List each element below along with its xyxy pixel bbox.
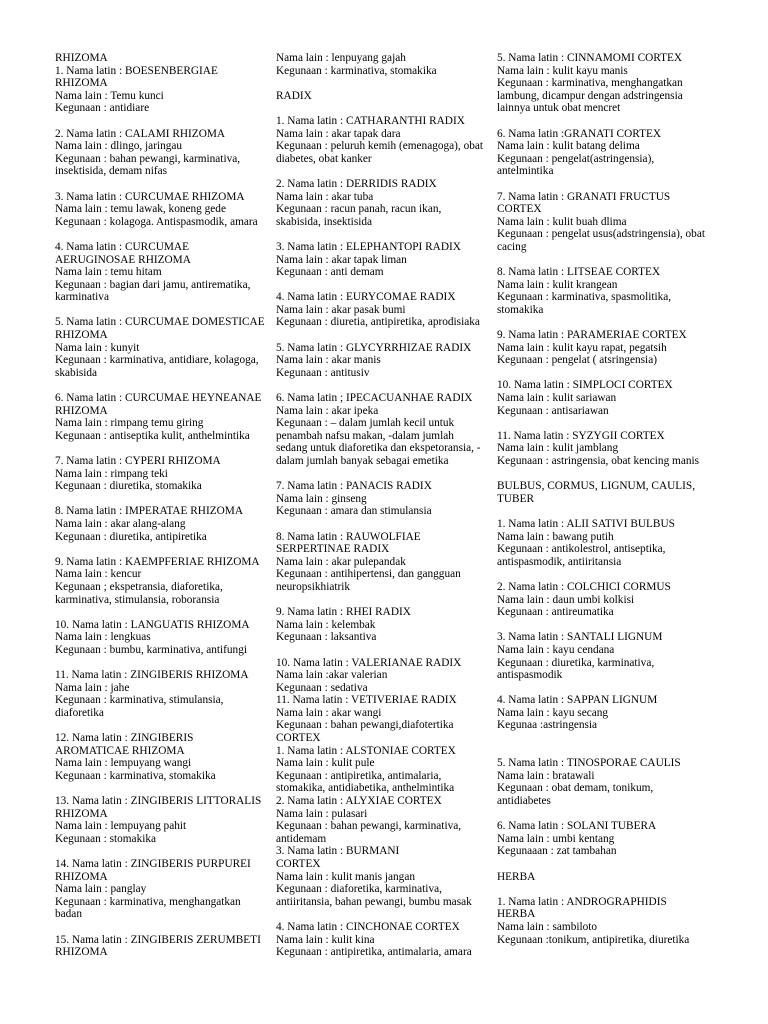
section-heading: BULBUS, CORMUS, LIGNUM, CAULIS, — [497, 480, 696, 493]
text-line: neuropsikhiatrik — [276, 580, 351, 593]
blank-line — [55, 657, 270, 670]
latin-name-line: 7. Nama latin : CYPERI RHIZOMA — [55, 455, 221, 467]
usage-line: Kegunaan : bagian dari jamu, antirematika, — [55, 278, 251, 291]
latin-name-line: 5. Nama latin : CURCUMAE DOMESTICAE — [55, 316, 265, 329]
blank-line — [55, 379, 270, 392]
latin-name-line: 6. Nama latin : CURCUMAE HEYNEANAE — [55, 392, 262, 405]
common-name-line: Nama lain : kencur — [55, 568, 142, 581]
common-name-line: Nama lain : lempuyang pahit — [55, 820, 187, 833]
latin-name-line: 4. Nama latin : CINCHONAE CORTEX — [276, 920, 460, 933]
blank-line — [55, 228, 270, 241]
latin-name-line: 6. Nama latin ; IPECACUANHAE RADIX — [276, 392, 473, 405]
usage-line: Kegunaan : antisariawan — [497, 404, 609, 417]
usage-line: Kegunaan : antipiretika, antimalaria, amara — [276, 946, 472, 959]
blank-line — [276, 908, 492, 921]
section-heading: CORTEX — [276, 858, 321, 870]
latin-name-line: 11. Nama latin : SYZYGII CORTEX — [497, 429, 665, 442]
common-name-line: Nama lain : akar wangi — [276, 706, 382, 719]
section-heading: RHIZOMA — [55, 77, 108, 90]
usage-line: Kegunaan : karminativa, antidiare, kolagoga, — [55, 354, 259, 367]
blank-line — [55, 606, 270, 619]
latin-name-line: 14. Nama latin : ZINGIBERIS PURPUREI — [55, 858, 251, 870]
common-name-line: Nama lain : panglay — [55, 883, 147, 896]
text-line: badan — [55, 908, 82, 921]
latin-name-line: 1. Nama latin : ALSTONIAE CORTEX — [276, 744, 456, 757]
usage-line: Kegunaan ; ekspetransia, diaforetika, — [55, 580, 223, 593]
usage-line: Kegunaan : karminativa, stomakika — [276, 64, 437, 77]
common-name-line: Nama lain : kulit pule — [276, 757, 375, 770]
common-name-line: Nama lain : akar tapak liman — [276, 253, 407, 266]
common-name-line: Nama lain : rimpang temu giring — [55, 417, 204, 430]
blank-line — [55, 782, 270, 795]
text-column-2 — [276, 52, 492, 959]
blank-line — [55, 845, 270, 858]
blank-line — [276, 379, 492, 392]
latin-name-line: 6. Nama latin :GRANATI CORTEX — [497, 127, 662, 140]
latin-name-line: 4. Nama latin : CURCUMAE — [55, 240, 189, 253]
common-name-line: Nama lain : temu lawak, koneng gede — [55, 203, 226, 216]
text-line: dalam jumlah banyak sebagai emetika — [276, 455, 449, 467]
blank-line — [276, 329, 492, 342]
text-line: penambah nafsu makan, -dalam jumlah — [276, 429, 454, 442]
blank-line — [497, 417, 719, 430]
section-heading: AERUGINOSAE RHIZOMA — [55, 253, 191, 266]
common-name-line: Nama lain : temu hitam — [55, 266, 162, 279]
blank-line — [497, 745, 719, 758]
common-name-line: Nama lain : akar ipeka — [276, 404, 379, 417]
usage-line: Kegunaan : karminativa, menghangatkan — [55, 895, 241, 908]
latin-name-line: 3. Nama latin : BURMANI — [276, 845, 400, 858]
usage-line: Kegunaan : – dalam jumlah kecil untuk — [276, 417, 455, 430]
text-line: lambung, dicampur dengan adstringensia — [497, 89, 683, 102]
latin-name-line: 3. Nama latin : ELEPHANTOPI RADIX — [276, 240, 461, 253]
blank-line — [497, 732, 719, 745]
usage-line: Kegunaan : pengelat ( atsringensia) — [497, 354, 657, 367]
common-name-line: Nama lain : kulit krangean — [497, 278, 618, 291]
usage-line: Kegunaan : antipiretika, antimalaria, — [276, 769, 442, 782]
latin-name-line: 6. Nama latin : SOLANI TUBERA — [497, 820, 657, 833]
usage-line: Kegunaan : diuretika, antipiretika — [55, 530, 207, 543]
blank-line — [55, 115, 270, 128]
blank-line — [497, 316, 719, 329]
common-name-line: Nama lain : umbi kentang — [497, 832, 615, 845]
blank-line — [497, 367, 719, 380]
blank-line — [55, 719, 270, 732]
blank-line — [497, 254, 719, 267]
section-heading: RHIZOMA — [55, 946, 108, 959]
text-line: insektisida, demam nifas — [55, 165, 168, 178]
text-line: antidemam — [276, 832, 327, 845]
common-name-line: Nama lain : jahe — [55, 681, 130, 694]
latin-name-line: 1. Nama latin : CATHARANTHI RADIX — [276, 114, 465, 127]
common-name-line: Nama lain : lengkuas — [55, 631, 151, 644]
usage-line: Kegunaan : obat demam, tonikum, — [497, 782, 654, 795]
latin-name-line: 11. Nama latin : ZINGIBERIS RHIZOMA — [55, 669, 249, 682]
latin-name-line: 10. Nama latin : SIMPLOCI CORTEX — [497, 379, 673, 392]
blank-line — [276, 279, 492, 292]
usage-line: Kegunaan : kolagoga. Antispasmodik, amara — [55, 215, 258, 228]
usage-line: Kegunaan : karminativa, stimulansia, — [55, 694, 224, 707]
latin-name-line: 10. Nama latin : VALERIANAE RADIX — [276, 656, 462, 669]
latin-name-line: 7. Nama latin : PANACIS RADIX — [276, 480, 432, 493]
common-name-line: Nama lain : bawang putih — [497, 530, 614, 543]
text-line: diaforetika — [55, 706, 104, 719]
latin-name-line: 4. Nama latin : SAPPAN LIGNUM — [497, 694, 658, 707]
section-heading: RADIX — [276, 89, 312, 102]
blank-line — [276, 644, 492, 657]
latin-name-line: 1. Nama latin : ANDROGRAPHIDIS — [497, 895, 667, 908]
latin-name-line: 8. Nama latin : RAUWOLFIAE — [276, 530, 421, 543]
common-name-line: Nama lain : Temu kunci — [55, 89, 164, 102]
text-line: diabetes, obat kanker — [276, 152, 372, 165]
text-column-1 — [55, 52, 270, 959]
usage-line: Kegunaan : sedativa — [276, 681, 368, 694]
common-name-line: Nama lain : lempuyang wangi — [55, 757, 192, 770]
common-name-line: Nama lain : kulit batang delima — [497, 140, 640, 153]
blank-line — [497, 505, 719, 518]
usage-line: Kegunaan :tonikum, antipiretika, diuretika — [497, 933, 690, 946]
section-heading: SERPERTINAE RADIX — [276, 543, 390, 556]
text-line: lainnya untuk obat mencret — [497, 102, 621, 115]
text-line: karminativa, stimulansia, roboransia — [55, 593, 220, 606]
latin-name-line: 8. Nama latin : IMPERATAE RHIZOMA — [55, 505, 243, 518]
usage-line: Kegunaan : peluruh kemih (emenagoga), obat — [276, 140, 484, 153]
common-name-line: Nama lain : kulit kina — [276, 933, 375, 946]
section-heading: HERBA — [497, 870, 536, 883]
section-heading: RHIZOMA — [55, 52, 108, 64]
usage-line: Kegunaan : pengelat usus(adstringensia), obat — [497, 228, 705, 241]
text-line: antiiritansia, bahan pewangi, bumbu masak — [276, 895, 472, 908]
latin-name-line: 15. Nama latin : ZINGIBERIS ZERUMBETI — [55, 933, 261, 946]
blank-line — [276, 468, 492, 481]
latin-name-line: 2. Nama latin : CALAMI RHIZOMA — [55, 127, 226, 140]
usage-line: Kegunaan : diuretia, antipiretika, aprodisiaka — [276, 316, 480, 329]
latin-name-line: 1. Nama latin : ALII SATIVI BULBUS — [497, 517, 675, 530]
common-name-line: Nama lain : daun umbi kolkisi — [497, 593, 635, 606]
section-heading: HERBA — [497, 908, 536, 921]
section-heading: RHIZOMA — [55, 404, 108, 417]
common-name-line: Nama lain : lenpuyang gajah — [276, 52, 406, 64]
usage-line: Kegunaan : bumbu, karminativa, antifungi — [55, 643, 247, 656]
latin-name-line: 4. Nama latin : EURYCOMAE RADIX — [276, 291, 456, 304]
blank-line — [497, 178, 719, 191]
text-line: antidiabetes — [497, 795, 551, 808]
usage-line: Kegunaan : antihipertensi, dan gangguan — [276, 568, 461, 581]
text-line: antelmintika — [497, 165, 554, 178]
blank-line — [497, 619, 719, 632]
usage-line: Kegunaan : antidiare — [55, 102, 150, 115]
latin-name-line: 2. Nama latin : DERRIDIS RADIX — [276, 177, 437, 190]
latin-name-line: 5. Nama latin : TINOSPORAE CAULIS — [497, 757, 681, 770]
latin-name-line: 7. Nama latin : GRANATI FRUCTUS — [497, 190, 671, 203]
common-name-line: Nama lain : kulit jamblang — [497, 442, 619, 455]
blank-line — [55, 304, 270, 317]
latin-name-line: 5. Nama latin : CINNAMOMI CORTEX — [497, 52, 683, 64]
usage-line: Kegunaan : racun panah, racun ikan, — [276, 203, 442, 216]
usage-line: Kegunaan : anti demam — [276, 266, 384, 279]
common-name-line: Nama lain : akar pasak bumi — [276, 303, 406, 316]
common-name-line: Nama lain :akar valerian — [276, 669, 388, 682]
latin-name-line: 3. Nama latin : SANTALI LIGNUM — [497, 631, 663, 644]
usage-line: Kegunaan : stomakika — [55, 832, 157, 845]
latin-name-line: 2. Nama latin : COLCHICI CORMUS — [497, 580, 671, 593]
text-line: skabisida — [55, 366, 98, 379]
blank-line — [55, 493, 270, 506]
blank-line — [276, 594, 492, 607]
latin-name-line: 9. Nama latin : KAEMPFERIAE RHIZOMA — [55, 555, 260, 568]
blank-line — [497, 115, 719, 128]
text-line: antispasmodik, antiiritansia — [497, 555, 622, 568]
section-heading: RHIZOMA — [55, 329, 108, 342]
usage-line: Kegunaan : diuretika, stomakika — [55, 480, 202, 493]
section-heading: AROMATICAE RHIZOMA — [55, 744, 185, 757]
section-heading: CORTEX — [276, 732, 321, 745]
latin-name-line: 9. Nama latin : PARAMERIAE CORTEX — [497, 329, 687, 342]
text-line: skabisida, insektisida — [276, 215, 373, 228]
usage-line: Kegunaan : antiseptika kulit, anthelmintika — [55, 429, 250, 442]
blank-line — [497, 682, 719, 695]
common-name-line: Nama lain : akar alang-alang — [55, 517, 186, 530]
section-heading: TUBER — [497, 492, 535, 505]
text-column-3 — [497, 52, 719, 946]
text-line: karminativa — [55, 291, 109, 304]
usage-line: Kegunaan : antikolestrol, antiseptika, — [497, 543, 666, 556]
common-name-line: Nama lain : kayu cendana — [497, 643, 615, 656]
latin-name-line: 5. Nama latin : GLYCYRRHIZAE RADIX — [276, 341, 472, 354]
latin-name-line: 13. Nama latin : ZINGIBERIS LITTORALIS — [55, 795, 262, 808]
usage-line: Kegunaaan : zat tambahan — [497, 845, 617, 858]
blank-line — [276, 228, 492, 241]
usage-line: Kegunaan : bahan pewangi,diafotertika — [276, 719, 454, 732]
blank-line — [55, 442, 270, 455]
usage-line: Kegunaan : antireumatika — [497, 606, 614, 619]
blank-line — [497, 883, 719, 896]
common-name-line: Nama lain : kulit sariawan — [497, 392, 617, 405]
text-line: sedang untuk diaforetika dan ekspetoransia, - — [276, 442, 481, 455]
latin-name-line: 1. Nama latin : BOESENBERGIAE — [55, 64, 218, 77]
text-line: antispasmodik — [497, 669, 563, 682]
usage-line: Kegunaan : karminativa, menghangatkan — [497, 77, 683, 90]
usage-line: Kegunaan : bahan pewangi, karminativa, — [55, 152, 241, 165]
blank-line — [497, 808, 719, 821]
common-name-line: Nama lain : kulit buah dlima — [497, 215, 627, 228]
usage-line: Kegunaan : laksantiva — [276, 631, 377, 644]
common-name-line: Nama lain : rimpang teki — [55, 467, 168, 480]
blank-line — [276, 518, 492, 531]
blank-line — [55, 921, 270, 934]
common-name-line: Nama lain : dlingo, jaringau — [55, 140, 183, 153]
usage-line: Kegunaan : diaforetika, karminativa, — [276, 883, 442, 896]
text-line: stomakika — [497, 303, 544, 316]
blank-line — [497, 468, 719, 481]
common-name-line: Nama lain : kulit kayu rapat, pegatsih — [497, 341, 667, 354]
latin-name-line: 9. Nama latin : RHEI RADIX — [276, 606, 411, 619]
common-name-line: Nama lain : akar pulepandak — [276, 555, 406, 568]
latin-name-line: 11. Nama latin : VETIVERIAE RADIX — [276, 694, 457, 707]
latin-name-line: 8. Nama latin : LITSEAE CORTEX — [497, 266, 661, 279]
latin-name-line: 10. Nama latin : LANGUATIS RHIZOMA — [55, 618, 250, 631]
common-name-line: Nama lain : kulit kayu manis — [497, 64, 628, 77]
blank-line — [497, 568, 719, 581]
latin-name-line: 2. Nama latin : ALYXIAE CORTEX — [276, 795, 442, 808]
usage-line: Kegunaan : pengelat(astringensia), — [497, 152, 655, 165]
blank-line — [276, 165, 492, 178]
blank-line — [276, 77, 492, 90]
blank-line — [276, 102, 492, 115]
common-name-line: Nama lain : kelembak — [276, 618, 376, 631]
common-name-line: Nama lain : sambiloto — [497, 920, 598, 933]
blank-line — [497, 858, 719, 871]
text-line: stomakika, antidiabetika, anthelmintika — [276, 782, 455, 795]
common-name-line: Nama lain : kayu secang — [497, 706, 609, 719]
common-name-line: Nama lain : ginseng — [276, 492, 367, 505]
blank-line — [55, 178, 270, 191]
usage-line: Kegunaa :astringensia — [497, 719, 598, 732]
common-name-line: Nama lain : akar tuba — [276, 190, 374, 203]
latin-name-line: 3. Nama latin : CURCUMAE RHIZOMA — [55, 190, 245, 203]
usage-line: Kegunaan : amara dan stimulansia — [276, 505, 432, 518]
section-heading: RHIZOMA — [55, 870, 108, 883]
common-name-line: Nama lain : kunyit — [55, 341, 140, 354]
common-name-line: Nama lain : akar manis — [276, 354, 381, 367]
common-name-line: Nama lain : pulasari — [276, 807, 368, 820]
usage-line: Kegunaan : bahan pewangi, karminativa, — [276, 820, 462, 833]
usage-line: Kegunaan : antitusiv — [276, 366, 370, 379]
common-name-line: Nama lain : akar tapak dara — [276, 127, 401, 140]
section-heading: CORTEX — [497, 203, 542, 216]
text-line: cacing — [497, 240, 527, 253]
usage-line: Kegunaan : astringensia, obat kencing manis — [497, 455, 700, 467]
latin-name-line: 12. Nama latin : ZINGIBERIS — [55, 732, 194, 745]
common-name-line: Nama lain : kulit manis jangan — [276, 870, 415, 883]
blank-line — [55, 543, 270, 556]
section-heading: RHIZOMA — [55, 807, 108, 820]
common-name-line: Nama lain : bratawali — [497, 769, 595, 782]
usage-line: Kegunaan : karminativa, spasmolitika, — [497, 291, 672, 304]
usage-line: Kegunaan : karminativa, stomakika — [55, 769, 216, 782]
usage-line: Kegunaan : diuretika, karminativa, — [497, 656, 655, 669]
